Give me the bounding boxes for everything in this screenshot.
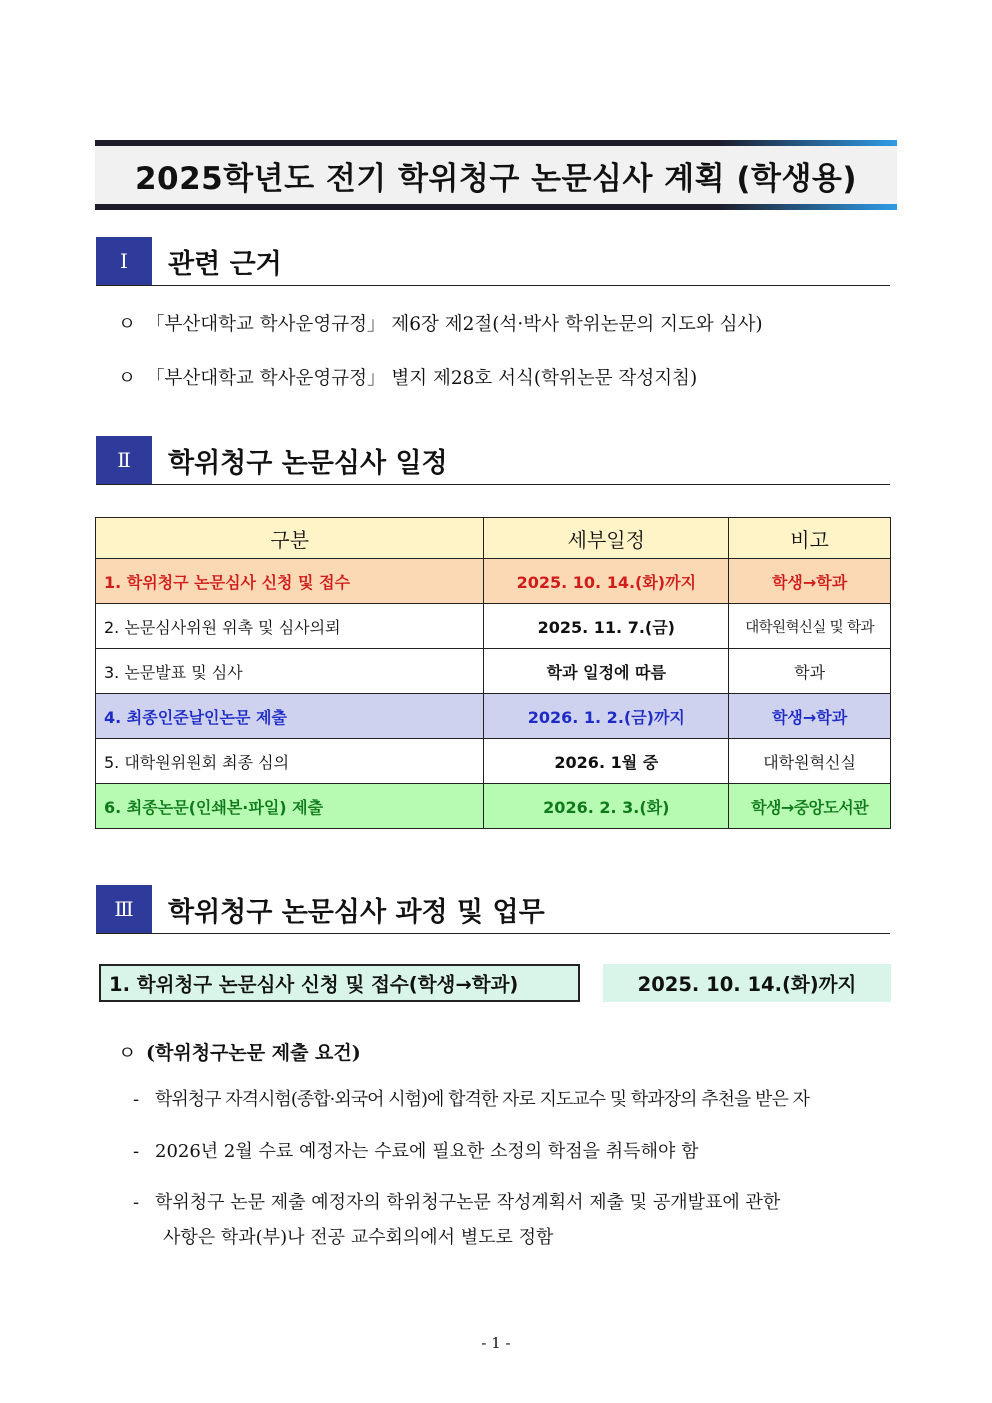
section-3-header — [96, 885, 890, 934]
table-row — [96, 649, 891, 694]
table-row — [96, 559, 891, 604]
row-item: 5. 대학원위원회 최종 심의 — [96, 739, 484, 784]
row-date: 2025. 10. 14.(화)까지 — [484, 559, 729, 604]
requirement-item-3 — [133, 1183, 899, 1223]
row-note: 학생→중앙도서관 — [729, 784, 891, 829]
requirement-item-1 — [133, 1080, 899, 1120]
row-item: 3. 논문발표 및 심사 — [96, 649, 484, 694]
bullet-mark: ㅇ — [118, 314, 136, 335]
page-number: - 1 - — [481, 1334, 511, 1352]
table-row — [96, 784, 891, 829]
requirement-item-3-continued — [133, 1218, 899, 1258]
step-1-label: 1. 학위청구 논문심사 신청 및 접수(학생→학과) — [99, 964, 580, 1002]
dash-mark: - — [133, 1192, 140, 1213]
document-title-box — [95, 140, 897, 210]
table-row — [96, 694, 891, 739]
row-date: 2026. 1. 2.(금)까지 — [484, 694, 729, 739]
header-date: 세부일정 — [484, 518, 729, 559]
row-note: 대학원혁신실 및 학과 — [729, 604, 891, 649]
row-item: 6. 최종논문(인쇄본·파일) 제출 — [96, 784, 484, 829]
schedule-table — [95, 517, 891, 829]
section-3-title: 학위청구 논문심사 과정 및 업무 — [168, 896, 545, 928]
row-item: 1. 학위청구 논문심사 신청 및 접수 — [96, 559, 484, 604]
requirement-text-3b: 사항은 학과(부)나 전공 교수회의에서 별도로 정함 — [163, 1227, 554, 1248]
row-date: 2026. 1월 중 — [484, 739, 729, 784]
table-row — [96, 604, 891, 649]
row-item: 2. 논문심사위원 위촉 및 심사의뢰 — [96, 604, 484, 649]
header-note: 비고 — [729, 518, 891, 559]
section-2-number: Ⅱ — [96, 436, 152, 484]
row-date: 학과 일정에 따름 — [484, 649, 729, 694]
requirements-heading — [118, 1038, 361, 1065]
row-date: 2026. 2. 3.(화) — [484, 784, 729, 829]
bullet-mark: ㅇ — [118, 368, 136, 389]
document-title: 2025학년도 전기 학위청구 논문심사 계획 (학생용) — [134, 160, 858, 197]
step-1-date: 2025. 10. 14.(화)까지 — [603, 964, 891, 1002]
row-date: 2025. 11. 7.(금) — [484, 604, 729, 649]
section-3-number: Ⅲ — [96, 885, 152, 933]
requirement-item-2 — [133, 1132, 899, 1172]
header-category: 구분 — [96, 518, 484, 559]
section-2-header — [96, 436, 890, 485]
row-note: 학과 — [729, 649, 891, 694]
row-item: 4. 최종인준날인논문 제출 — [96, 694, 484, 739]
section-1-header — [96, 237, 890, 286]
basis-item-1 — [118, 310, 763, 336]
table-row — [96, 739, 891, 784]
requirement-text-2: 2026년 2월 수료 예정자는 수료에 필요한 소정의 학점을 취득해야 함 — [155, 1141, 699, 1162]
section-2-title: 학위청구 논문심사 일정 — [168, 447, 448, 479]
dash-mark: - — [133, 1141, 140, 1162]
requirement-text-1: 학위청구 자격시험(종합·외국어 시험)에 합격한 자로 지도교수 및 학과장의 추천을 받은 자 — [155, 1089, 809, 1110]
bullet-mark: ㅇ — [118, 1042, 137, 1064]
row-note: 학생→학과 — [729, 694, 891, 739]
basis-text-1: 「부산대학교 학사운영규정」 제6장 제2절(석·박사 학위논문의 지도와 심사) — [146, 314, 763, 335]
requirements-heading-text: (학위청구논문 제출 요건) — [146, 1042, 361, 1064]
basis-text-2: 「부산대학교 학사운영규정」 별지 제28호 서식(학위논문 작성지침) — [146, 368, 698, 389]
basis-item-2 — [118, 364, 697, 390]
table-header-row — [96, 518, 891, 559]
section-1-title: 관련 근거 — [168, 248, 282, 280]
dash-mark: - — [133, 1089, 139, 1110]
row-note: 학생→학과 — [729, 559, 891, 604]
section-1-number: Ⅰ — [96, 237, 152, 285]
requirement-text-3: 학위청구 논문 제출 예정자의 학위청구논문 작성계획서 제출 및 공개발표에 관한 — [155, 1192, 781, 1213]
row-note: 대학원혁신실 — [729, 739, 891, 784]
